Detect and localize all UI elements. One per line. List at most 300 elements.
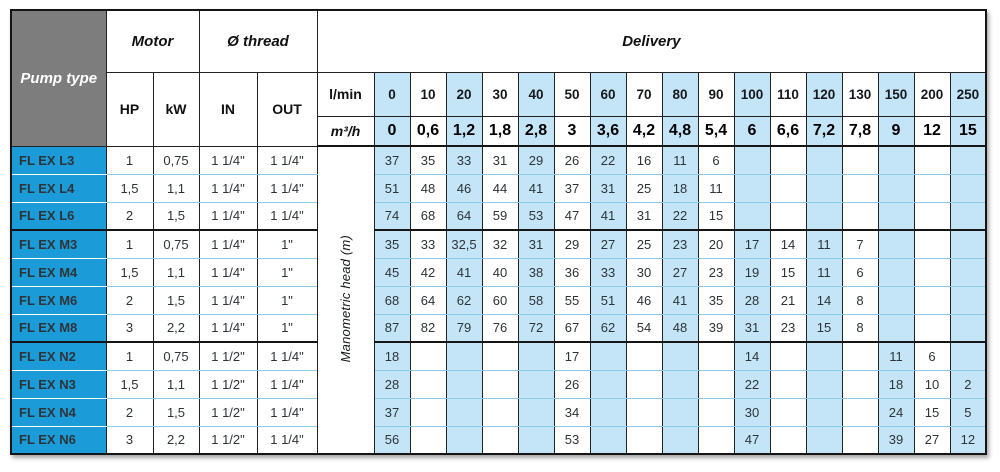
head-value-cell [482,426,518,454]
pump-type-cell: FL EX N3 [11,370,106,398]
pump-type-cell: FL EX L4 [11,174,106,202]
head-value-cell: 60 [482,286,518,314]
pump-type-header: Pump type [11,10,106,146]
head-value-cell: 38 [518,258,554,286]
head-value-cell [410,342,446,370]
delivery-lmin-value: 20 [446,72,482,116]
head-value-cell: 62 [446,286,482,314]
head-value-cell: 19 [734,258,770,286]
pump-type-cell: FL EX M3 [11,230,106,258]
head-value-cell: 15 [770,258,806,286]
delivery-m3h-value: 2,8 [518,116,554,146]
head-value-cell: 31 [626,202,662,230]
head-value-cell [878,230,914,258]
motor-header: Motor [106,10,199,72]
pump-type-cell: FL EX N4 [11,398,106,426]
head-value-cell [914,314,950,342]
delivery-m3h-value: 6 [734,116,770,146]
delivery-m3h-value: 3,6 [590,116,626,146]
m3h-unit-label: m³/h [317,116,374,146]
head-value-cell: 47 [554,202,590,230]
pump-type-cell: FL EX M6 [11,286,106,314]
thread-out-cell: 1 1/4" [257,174,317,202]
head-value-cell: 22 [662,202,698,230]
head-value-cell [878,174,914,202]
head-value-cell: 25 [626,174,662,202]
thread-in-cell: 1 1/4" [199,146,257,174]
pump-type-cell: FL EX N6 [11,426,106,454]
head-value-cell [914,174,950,202]
head-value-cell: 21 [770,286,806,314]
head-value-cell: 6 [698,146,734,174]
head-value-cell: 39 [698,314,734,342]
head-value-cell: 37 [554,174,590,202]
delivery-lmin-value: 0 [374,72,410,116]
head-value-cell: 44 [482,174,518,202]
head-value-cell: 47 [734,426,770,454]
head-value-cell: 23 [662,230,698,258]
head-value-cell [950,146,986,174]
head-value-cell: 41 [518,174,554,202]
out-header: OUT [257,72,317,146]
table-row [11,286,986,314]
head-value-cell [806,342,842,370]
head-value-cell: 36 [554,258,590,286]
head-value-cell: 37 [374,146,410,174]
head-value-cell [698,370,734,398]
thread-out-cell: 1 1/4" [257,370,317,398]
kw-header: kW [153,72,199,146]
head-value-cell [410,426,446,454]
head-value-cell: 14 [734,342,770,370]
kw-cell: 2,2 [153,314,199,342]
head-value-cell: 18 [662,174,698,202]
head-value-cell: 6 [842,258,878,286]
thread-in-cell: 1 1/2" [199,398,257,426]
head-value-cell: 54 [626,314,662,342]
head-value-cell [626,370,662,398]
head-value-cell: 51 [590,286,626,314]
head-value-cell [878,314,914,342]
head-value-cell: 87 [374,314,410,342]
head-value-cell: 35 [410,146,446,174]
head-value-cell [626,426,662,454]
head-value-cell [770,174,806,202]
head-value-cell: 30 [734,398,770,426]
head-value-cell: 29 [518,146,554,174]
head-value-cell: 42 [410,258,446,286]
head-value-cell [878,286,914,314]
thread-in-cell: 1 1/4" [199,314,257,342]
head-value-cell [770,398,806,426]
delivery-m3h-value: 12 [914,116,950,146]
head-value-cell [806,398,842,426]
head-value-cell [914,258,950,286]
delivery-m3h-value: 1,2 [446,116,482,146]
head-value-cell: 32,5 [446,230,482,258]
head-value-cell: 31 [518,230,554,258]
thread-out-cell: 1" [257,286,317,314]
delivery-m3h-value: 0 [374,116,410,146]
thread-out-cell: 1 1/4" [257,398,317,426]
head-value-cell [878,258,914,286]
hp-cell: 1 [106,230,153,258]
thread-out-cell: 1" [257,230,317,258]
head-value-cell [662,342,698,370]
head-value-cell: 34 [554,398,590,426]
head-value-cell [950,230,986,258]
thread-out-cell: 1 1/4" [257,146,317,174]
head-value-cell [950,314,986,342]
pump-type-cell: FL EX N2 [11,342,106,370]
head-value-cell: 28 [734,286,770,314]
head-value-cell [950,258,986,286]
thread-in-cell: 1 1/4" [199,230,257,258]
head-value-cell: 10 [914,370,950,398]
head-value-cell [446,342,482,370]
head-value-cell: 17 [734,230,770,258]
head-value-cell: 29 [554,230,590,258]
hp-cell: 3 [106,426,153,454]
head-value-cell: 59 [482,202,518,230]
delivery-m3h-value: 7,2 [806,116,842,146]
thread-in-cell: 1 1/4" [199,258,257,286]
thread-out-cell: 1" [257,314,317,342]
head-value-cell: 31 [734,314,770,342]
head-value-cell: 33 [590,258,626,286]
pump-type-cell: FL EX L6 [11,202,106,230]
kw-cell: 0,75 [153,342,199,370]
thread-out-cell: 1 1/4" [257,426,317,454]
delivery-m3h-value: 15 [950,116,986,146]
hp-cell: 2 [106,286,153,314]
kw-cell: 1,5 [153,286,199,314]
head-value-cell [770,342,806,370]
head-value-cell [842,202,878,230]
delivery-lmin-value: 120 [806,72,842,116]
thread-out-cell: 1 1/4" [257,342,317,370]
head-value-cell [662,398,698,426]
hp-cell: 3 [106,314,153,342]
head-value-cell: 27 [662,258,698,286]
head-value-cell [914,286,950,314]
delivery-m3h-value: 4,8 [662,116,698,146]
head-value-cell: 35 [374,230,410,258]
table-row [11,146,986,174]
head-value-cell: 14 [770,230,806,258]
table-row [11,230,986,258]
hp-header: HP [106,72,153,146]
head-value-cell: 11 [806,258,842,286]
thread-in-cell: 1 1/2" [199,342,257,370]
head-value-cell: 35 [698,286,734,314]
delivery-lmin-value: 60 [590,72,626,116]
head-value-cell [842,174,878,202]
head-value-cell: 12 [950,426,986,454]
head-value-cell: 48 [662,314,698,342]
hp-cell: 1 [106,146,153,174]
kw-cell: 1,1 [153,370,199,398]
head-value-cell [482,398,518,426]
head-value-cell: 30 [626,258,662,286]
head-value-cell [482,370,518,398]
head-value-cell: 41 [662,286,698,314]
head-value-cell [410,370,446,398]
pump-type-cell: FL EX M8 [11,314,106,342]
head-value-cell: 76 [482,314,518,342]
head-value-cell [734,174,770,202]
head-value-cell: 11 [806,230,842,258]
head-value-cell [770,202,806,230]
delivery-lmin-value: 200 [914,72,950,116]
pump-type-cell: FL EX L3 [11,146,106,174]
thread-header: Ø thread [199,10,317,72]
head-value-cell: 46 [446,174,482,202]
head-value-cell [770,426,806,454]
manometric-head-axis-label [317,146,374,454]
delivery-lmin-value: 10 [410,72,446,116]
head-value-cell: 46 [626,286,662,314]
head-value-cell: 6 [914,342,950,370]
head-value-cell [950,174,986,202]
thread-in-cell: 1 1/2" [199,426,257,454]
head-value-cell [806,146,842,174]
head-value-cell [914,146,950,174]
head-value-cell [770,146,806,174]
delivery-lmin-value: 80 [662,72,698,116]
table-row [11,398,986,426]
head-value-cell [590,426,626,454]
head-value-cell: 39 [878,426,914,454]
head-value-cell: 68 [374,286,410,314]
thread-in-cell: 1 1/4" [199,202,257,230]
head-value-cell [698,342,734,370]
head-value-cell: 15 [806,314,842,342]
head-value-cell [914,230,950,258]
head-value-cell [914,202,950,230]
head-value-cell: 15 [698,202,734,230]
hp-cell: 1,5 [106,370,153,398]
head-value-cell [950,202,986,230]
head-value-cell [518,370,554,398]
head-value-cell [446,398,482,426]
table-row [11,202,986,230]
hp-cell: 1 [106,342,153,370]
delivery-lmin-value: 50 [554,72,590,116]
kw-cell: 0,75 [153,146,199,174]
head-value-cell: 8 [842,286,878,314]
head-value-cell: 18 [878,370,914,398]
lmin-unit-label: l/min [317,72,374,116]
head-value-cell: 53 [554,426,590,454]
head-value-cell: 32 [482,230,518,258]
pump-spec-table [10,9,987,455]
head-value-cell [842,146,878,174]
header-row-units [11,72,986,116]
head-value-cell: 51 [374,174,410,202]
head-value-cell: 31 [590,174,626,202]
delivery-lmin-value: 250 [950,72,986,116]
delivery-m3h-value: 0,6 [410,116,446,146]
head-value-cell [446,370,482,398]
head-value-cell: 41 [590,202,626,230]
head-value-cell: 22 [590,146,626,174]
hp-cell: 2 [106,398,153,426]
table-row [11,426,986,454]
head-value-cell: 64 [410,286,446,314]
delivery-m3h-value: 7,8 [842,116,878,146]
head-value-cell: 26 [554,370,590,398]
head-value-cell: 79 [446,314,482,342]
head-value-cell [446,426,482,454]
head-value-cell: 14 [806,286,842,314]
delivery-m3h-value: 9 [878,116,914,146]
head-value-cell: 82 [410,314,446,342]
delivery-m3h-value: 3 [554,116,590,146]
head-value-cell: 62 [590,314,626,342]
head-value-cell [410,398,446,426]
head-value-cell: 45 [374,258,410,286]
head-value-cell: 27 [914,426,950,454]
head-value-cell: 24 [878,398,914,426]
kw-cell: 1,1 [153,258,199,286]
head-value-cell: 8 [842,314,878,342]
head-value-cell: 23 [770,314,806,342]
head-value-cell: 41 [446,258,482,286]
header-row-groups [11,10,986,72]
pump-type-cell: FL EX M4 [11,258,106,286]
table-row [11,258,986,286]
head-value-cell [518,398,554,426]
head-value-cell: 72 [518,314,554,342]
delivery-m3h-value: 5,4 [698,116,734,146]
head-value-cell [482,342,518,370]
delivery-lmin-value: 70 [626,72,662,116]
delivery-lmin-value: 90 [698,72,734,116]
delivery-lmin-value: 110 [770,72,806,116]
kw-cell: 1,5 [153,202,199,230]
head-value-cell [662,370,698,398]
head-value-cell: 56 [374,426,410,454]
head-value-cell [806,202,842,230]
head-value-cell [950,342,986,370]
delivery-header: Delivery [317,10,986,72]
head-value-cell: 58 [518,286,554,314]
head-value-cell [950,286,986,314]
hp-cell: 2 [106,202,153,230]
head-value-cell: 15 [914,398,950,426]
thread-in-cell: 1 1/2" [199,370,257,398]
head-value-cell [806,426,842,454]
head-value-cell: 53 [518,202,554,230]
head-value-cell [590,342,626,370]
head-value-cell [842,426,878,454]
table-row [11,342,986,370]
head-value-cell [842,342,878,370]
delivery-lmin-value: 100 [734,72,770,116]
head-value-cell: 5 [950,398,986,426]
kw-cell: 0,75 [153,230,199,258]
head-value-cell: 11 [698,174,734,202]
head-value-cell: 67 [554,314,590,342]
head-value-cell [662,426,698,454]
head-value-cell [626,398,662,426]
table-row [11,174,986,202]
delivery-m3h-value: 1,8 [482,116,518,146]
delivery-lmin-value: 40 [518,72,554,116]
head-value-cell: 26 [554,146,590,174]
kw-cell: 1,5 [153,398,199,426]
delivery-lmin-value: 150 [878,72,914,116]
head-value-cell: 33 [410,230,446,258]
head-value-cell [518,342,554,370]
head-value-cell [590,398,626,426]
delivery-lmin-value: 30 [482,72,518,116]
head-value-cell [806,370,842,398]
head-value-cell: 55 [554,286,590,314]
delivery-lmin-value: 130 [842,72,878,116]
thread-out-cell: 1 1/4" [257,202,317,230]
head-value-cell [842,370,878,398]
delivery-m3h-value: 4,2 [626,116,662,146]
table-row [11,314,986,342]
head-value-cell: 48 [410,174,446,202]
head-value-cell [770,370,806,398]
head-value-cell: 37 [374,398,410,426]
thread-out-cell: 1" [257,258,317,286]
head-value-cell: 2 [950,370,986,398]
head-value-cell: 11 [662,146,698,174]
head-value-cell: 11 [878,342,914,370]
head-value-cell: 40 [482,258,518,286]
head-value-cell [806,174,842,202]
head-value-cell [878,146,914,174]
head-value-cell: 22 [734,370,770,398]
head-value-cell [734,146,770,174]
head-value-cell: 23 [698,258,734,286]
head-value-cell: 17 [554,342,590,370]
head-value-cell: 7 [842,230,878,258]
head-value-cell: 18 [374,342,410,370]
head-value-cell: 68 [410,202,446,230]
head-value-cell: 33 [446,146,482,174]
manometric-head-label-text: Manometric head (m) [338,234,353,363]
hp-cell: 1,5 [106,258,153,286]
head-value-cell [626,342,662,370]
head-value-cell [878,202,914,230]
head-value-cell: 28 [374,370,410,398]
head-value-cell [842,398,878,426]
delivery-m3h-value: 6,6 [770,116,806,146]
head-value-cell [518,426,554,454]
head-value-cell: 64 [446,202,482,230]
head-value-cell: 16 [626,146,662,174]
table-row [11,370,986,398]
kw-cell: 2,2 [153,426,199,454]
kw-cell: 1,1 [153,174,199,202]
head-value-cell [734,202,770,230]
head-value-cell [698,426,734,454]
head-value-cell [590,370,626,398]
head-value-cell: 31 [482,146,518,174]
hp-cell: 1,5 [106,174,153,202]
thread-in-cell: 1 1/4" [199,174,257,202]
head-value-cell: 27 [590,230,626,258]
head-value-cell: 74 [374,202,410,230]
head-value-cell [698,398,734,426]
thread-in-cell: 1 1/4" [199,286,257,314]
in-header: IN [199,72,257,146]
